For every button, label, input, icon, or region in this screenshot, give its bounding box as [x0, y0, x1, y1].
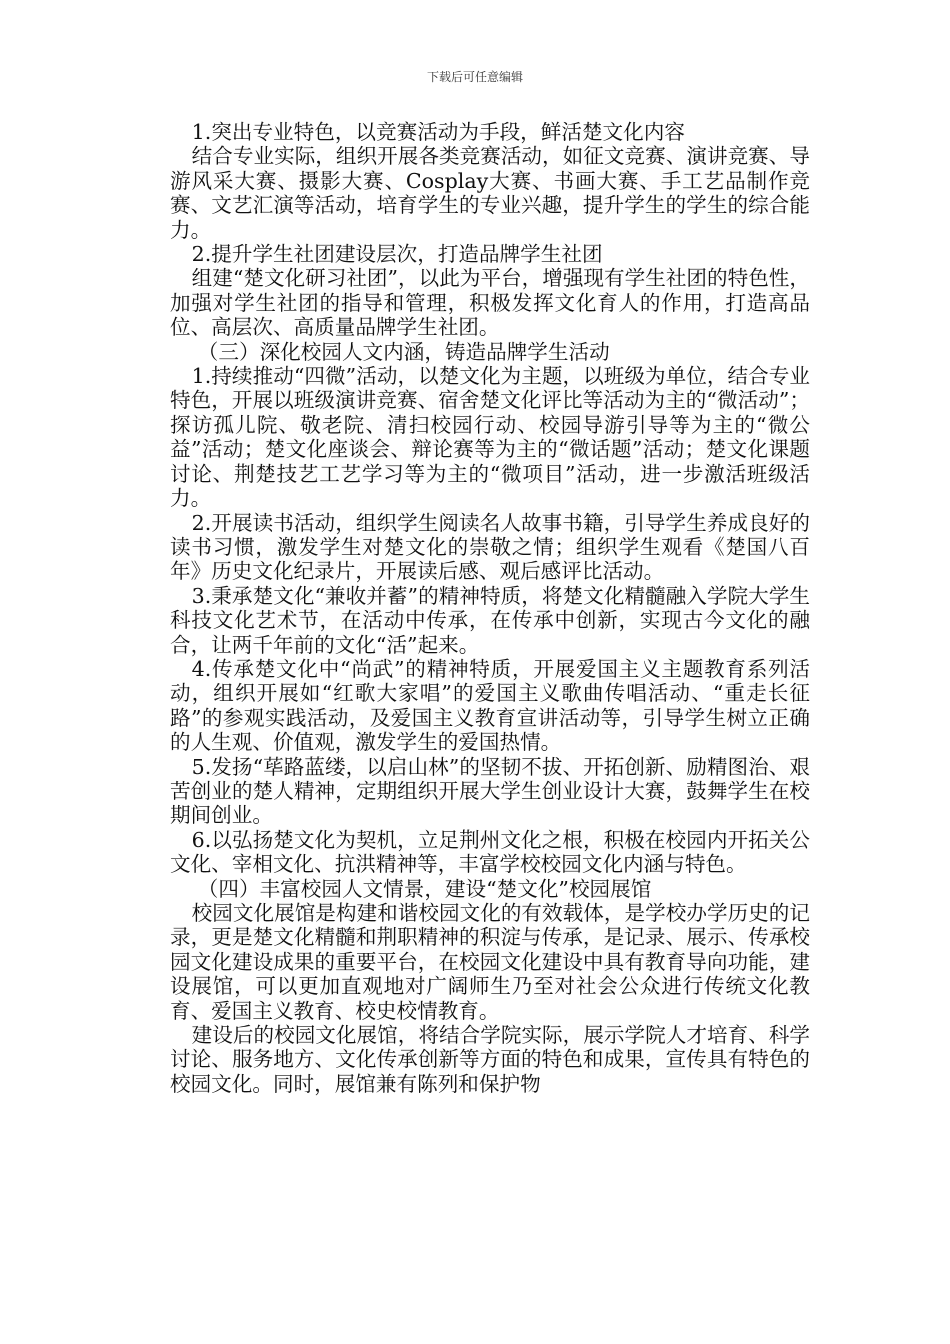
paragraph: 2.开展读书活动，组织学生阅读名人故事书籍，引导学生养成良好的读书习惯，激发学生对楚文化的崇敬之情；组织学生观看《楚国八百年》历史文化纪录片，开展读后感、观后感评比活动。 [170, 510, 810, 584]
paragraph: 2.提升学生社团建设层次，打造品牌学生社团 [191, 242, 603, 267]
paragraph: 结合专业实际，组织开展各类竞赛活动，如征文竞赛、演讲竞赛、导游风采大赛、摄影大赛、Cosplay大赛、书画大赛、手工艺品制作竞赛、文艺汇演等活动，培育学生的专业兴趣，提升学生的学生的综合能力。 [170, 144, 810, 242]
paragraph: 6.以弘扬楚文化为契机，立足荆州文化之根，积极在校园内开拓关公文化、宰相文化、抗洪精神等，丰富学校校园文化内涵与特色。 [170, 827, 810, 877]
document-body [170, 120, 810, 1096]
paragraph: 1.持续推动“四微”活动，以楚文化为主题，以班级为单位，结合专业特色，开展以班级演讲竞赛、宿舍楚文化评比等活动为主的“微活动”；探访孤儿院、敬老院、清扫校园行动、校园导游引导等为主的“微公益”活动；楚文化座谈会、辩论赛等为主的“微话题”活动；楚文化课题讨论、荆楚技艺工艺学习等为主的“微项目”活动，进一步激活班级活力。 [170, 364, 810, 511]
page-header: 下载后可任意编辑 [426, 70, 523, 84]
paragraph: 4.传承楚文化中“尚武”的精神特质，开展爱国主义主题教育系列活动，组织开展如“红歌大家唱”的爱国主义歌曲传唱活动、“重走长征路”的参观实践活动，及爱国主义教育宣讲活动等，引导学生树立正确的人生观、价值观，激发学生的爱国热情。 [170, 656, 810, 755]
paragraph: 5.发扬“荜路蓝缕，以启山林”的坚韧不拔、开拓创新、励精图治、艰苦创业的楚人精神，定期组织开展大学生创业设计大赛，鼓舞学生在校期间创业。 [170, 754, 810, 828]
section-heading: （三）深化校园人文内涵，铸造品牌学生活动 [197, 339, 610, 364]
section-heading: （四）丰富校园人文情景，建设“楚文化”校园展馆 [197, 876, 652, 901]
paragraph: 组建“楚文化研习社团”，以此为平台，增强现有学生社团的特色性，加强对学生社团的指导和管理，积极发挥文化育人的作用，打造高品位、高层次、高质量品牌学生社团。 [170, 266, 810, 340]
paragraph: 3.秉承楚文化“兼收并蓄”的精神特质，将楚文化精髓融入学院大学生科技文化艺术节，在活动中传承，在传承中创新，实现古今文化的融合，让两千年前的文化“活”起来。 [170, 583, 810, 657]
paragraph: 1.突出专业特色，以竞赛活动为手段，鲜活楚文化内容 [191, 120, 685, 144]
paragraph: 建设后的校园文化展馆，将结合学院实际，展示学院人才培育、科学讨论、服务地方、文化传承创新等方面的特色和成果，宣传具有特色的校园文化。同时，展馆兼有陈列和保护物 [170, 1023, 810, 1096]
paragraph: 校园文化展馆是构建和谐校园文化的有效载体，是学校办学历史的记录，更是楚文化精髓和荆职精神的积淀与传承，是记录、展示、传承校园文化建设成果的重要平台，在校园文化建设中具有教育导向功能，建设展馆，可以更加直观地对广阔师生乃至对社会公众进行传统文化教育、爱国主义教育、校史校情教育。 [170, 901, 810, 1023]
